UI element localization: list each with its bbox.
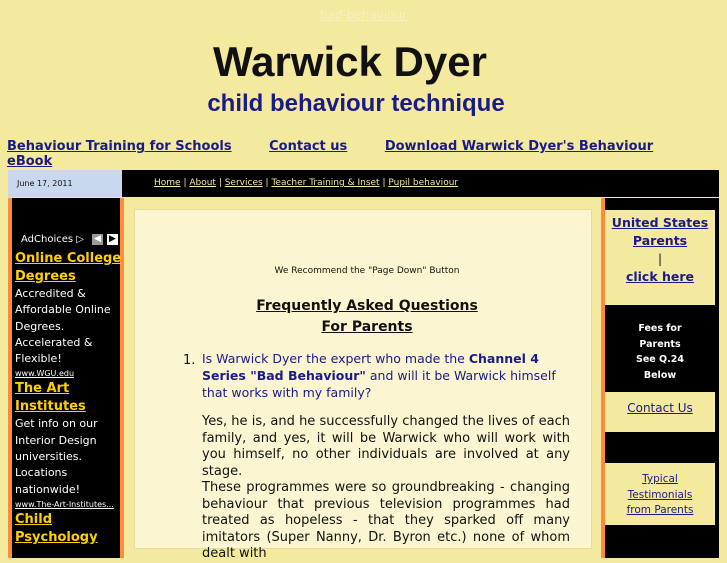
ad-desc-line: Interior Design (15, 433, 97, 447)
ad-description (15, 416, 123, 497)
faq-heading-line: Frequently Asked Questions (256, 298, 478, 314)
link-separator: | (180, 178, 190, 188)
fees-line: Fees for (638, 323, 682, 334)
link-about[interactable]: About (189, 178, 216, 188)
site-subtitle: child behaviour technique (207, 90, 505, 117)
answer-paragraph: These programmes were so groundbreaking - changing behaviour that previous television programmes had treated as hopeless - that they sparked off many imitators (Super Nanny, Dr. Byron etc.) none of whom dealt with (202, 480, 570, 561)
ad-url[interactable]: www.The-Art-Institutes... (15, 499, 114, 509)
ad-title-line: The Art (15, 381, 70, 397)
link-separator: | (215, 178, 225, 188)
us-parents-link[interactable]: Parents (632, 233, 688, 248)
link-separator: | (379, 178, 389, 188)
question-1 (202, 350, 572, 401)
fees-line: Parents (639, 338, 681, 350)
testimonials-link[interactable] (605, 463, 715, 519)
ad-title[interactable] (15, 250, 123, 286)
main-content (134, 209, 592, 561)
nav-download-ebook[interactable]: Download Warwick Dyer's Behaviour eBook (7, 139, 654, 169)
adchoices-text: AdChoices (21, 234, 74, 245)
ad-desc-line: nationwide! (15, 482, 80, 496)
testimonials-line: Typical (642, 473, 678, 485)
ad-desc-line: Get info on our (15, 417, 98, 431)
date-display: June 17, 2011 (8, 170, 122, 197)
question-series-name: Channel 4 Series "Bad Behaviour" (202, 351, 539, 383)
link-home[interactable]: Home (154, 178, 181, 188)
contact-us-link[interactable]: Contact Us (627, 401, 693, 415)
ad-title-line: Psychology (15, 529, 98, 545)
faq-heading (135, 296, 599, 338)
ad-list (15, 250, 123, 547)
fees-line: Below (643, 369, 677, 381)
ad-item (15, 250, 123, 380)
ad-title-line: Online College (15, 251, 122, 266)
nav-behaviour-training[interactable]: Behaviour Training for Schools (7, 139, 232, 154)
link-services[interactable]: Services (224, 178, 263, 188)
testimonials-box (605, 463, 715, 525)
ad-desc-line: Locations (15, 466, 68, 480)
ad-title-line: Institutes (15, 399, 86, 415)
ad-item (15, 380, 123, 510)
ad-title[interactable] (15, 380, 123, 416)
us-parents-link[interactable]: United States (611, 215, 709, 230)
ad-desc-line: Accelerated & (15, 335, 93, 349)
ad-url[interactable]: www.WGU.edu (15, 369, 75, 379)
click-here-link[interactable]: click here (625, 269, 695, 284)
ad-description (15, 286, 123, 367)
question-text: Is Warwick Dyer the expert who made the (202, 351, 469, 366)
bad-behaviour-link[interactable]: bad-behaviour (319, 8, 408, 22)
ad-item (15, 511, 123, 547)
site-title: Warwick Dyer (213, 38, 487, 85)
question-number: 1. (183, 353, 196, 368)
links-bar (122, 170, 719, 197)
ad-desc-line: Degrees. (15, 319, 65, 333)
answer-paragraph: Yes, he is, and he successfully changed the lives of each family, and yes, it will be Warwick who will work with you himself, no other individuals are involved at any stage. (202, 414, 570, 479)
main-nav (7, 139, 727, 169)
ad-desc-line: Affordable Online (15, 303, 111, 317)
ad-title-line: Degrees (15, 269, 76, 284)
ad-title-line: Child (15, 511, 53, 527)
fees-line: See Q.24 (636, 354, 684, 365)
ad-prev-icon[interactable]: ◀ (92, 234, 103, 245)
us-parents-box (605, 210, 715, 305)
link-teacher-training[interactable]: Teacher Training & Inset (271, 178, 380, 188)
contact-box (605, 392, 715, 432)
ad-title[interactable] (15, 511, 123, 547)
ad-next-icon[interactable]: ▶ (107, 234, 118, 245)
ad-desc-line: universities. (15, 450, 82, 464)
question-text: and will it be Warwick himself that works with my family? (202, 368, 556, 400)
page-down-note: We Recommend the "Page Down" Button (274, 266, 460, 276)
testimonials-line: Testimonials (627, 488, 693, 501)
ad-desc-line: Flexible! (15, 352, 62, 366)
nav-contact-us[interactable]: Contact us (269, 139, 348, 154)
link-separator: | (262, 178, 272, 188)
link-pupil-behaviour[interactable]: Pupil behaviour (388, 178, 459, 188)
us-parents-separator: | (657, 252, 663, 266)
testimonials-line: from Parents (626, 504, 694, 516)
adchoices-icon: ▷ (76, 234, 84, 245)
fees-note (605, 321, 715, 383)
ad-desc-line: Accredited & (15, 287, 86, 300)
adchoices-label[interactable] (21, 234, 84, 245)
faq-heading-line: For Parents (321, 319, 413, 335)
